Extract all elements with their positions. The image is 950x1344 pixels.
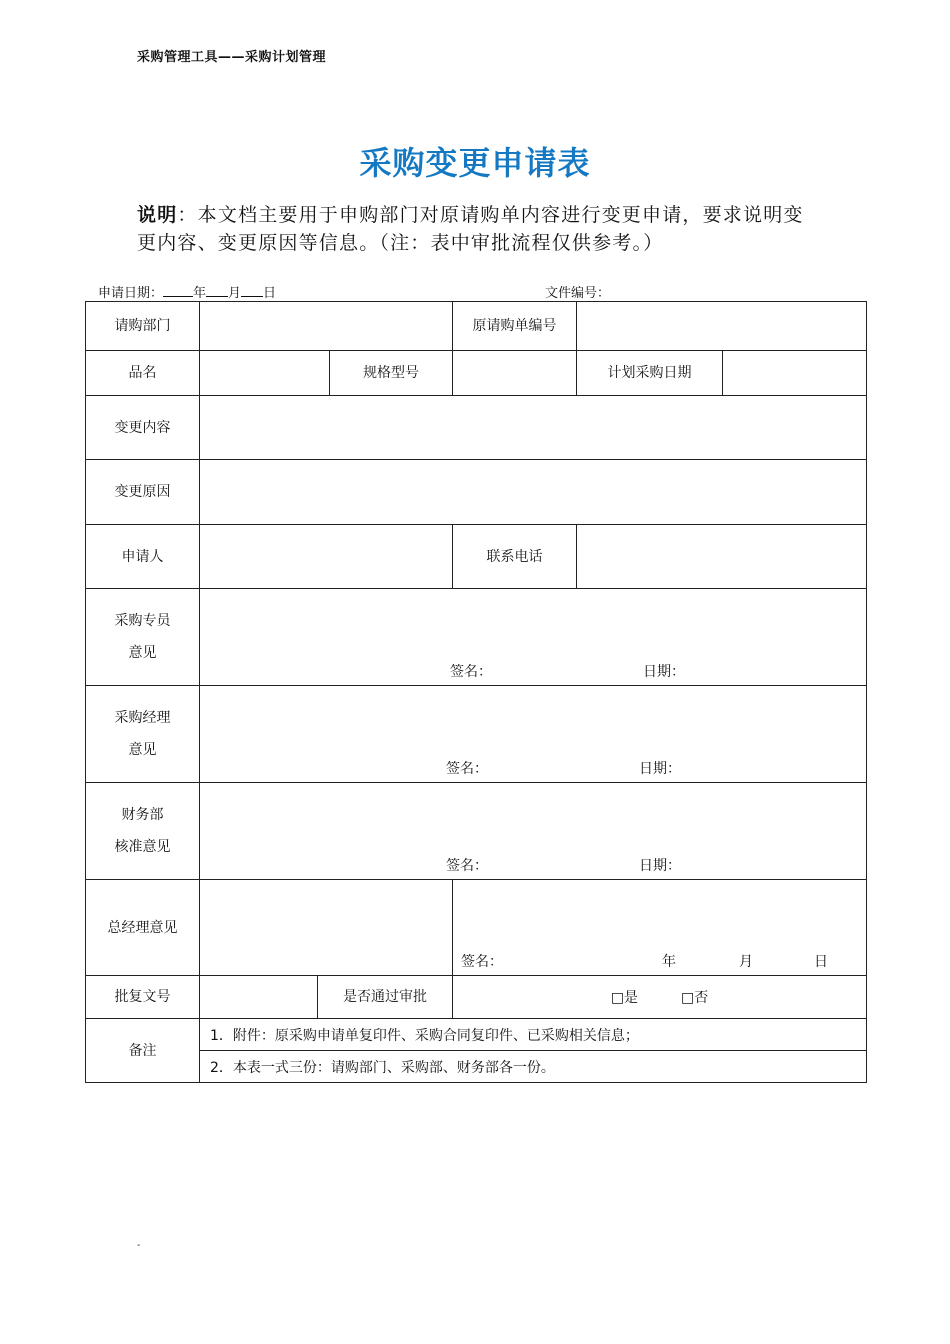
row-dept [86, 302, 867, 351]
description-text: ：本文档主要用于申购部门对原请购单内容进行变更申请，要求说明变更内容、变更原因等信息。（注：表中审批流程仅供参考。） [137, 204, 804, 254]
change-content-label: 变更内容 [86, 396, 200, 460]
row-manager [86, 686, 867, 783]
year-blank[interactable] [163, 284, 193, 297]
phone-field[interactable] [577, 525, 867, 589]
row-gm [86, 880, 867, 976]
gm-label: 总经理意见 [86, 880, 200, 976]
finance-label-line2: 核准意见 [114, 839, 171, 855]
specialist-label-line1: 采购专员 [114, 613, 171, 629]
gm-sign-label: 签名： [461, 954, 504, 970]
manager-label-line2: 意见 [128, 742, 157, 758]
document-header: 采购管理工具——采购计划管理 [137, 50, 327, 65]
gm-sign-area[interactable] [453, 880, 867, 976]
manager-opinion-field[interactable] [200, 686, 867, 783]
specialist-label-line2: 意见 [128, 645, 157, 661]
specialist-date-label: 日期： [643, 664, 685, 680]
gm-day-label: 日 [814, 954, 829, 970]
change-request-table [85, 301, 867, 1083]
month-unit: 月 [228, 286, 242, 301]
specialist-opinion-field[interactable] [200, 589, 867, 686]
remark-2: 2．本表一式三份：请购部门、采购部、财务部各一份。 [200, 1051, 867, 1083]
dept-field[interactable] [200, 302, 453, 351]
description [137, 201, 817, 257]
row-change-content [86, 396, 867, 460]
change-content-field[interactable] [200, 396, 867, 460]
applicant-field[interactable] [200, 525, 453, 589]
spec-field[interactable] [453, 351, 577, 396]
row-remark-2 [86, 1051, 867, 1083]
gm-year-label: 年 [662, 954, 677, 970]
item-field[interactable] [200, 351, 330, 396]
manager-date-label: 日期： [639, 761, 681, 777]
approved-label: 是否通过审批 [318, 976, 453, 1019]
change-reason-label: 变更原因 [86, 460, 200, 525]
apply-date [98, 282, 276, 301]
approval-options [453, 976, 867, 1019]
remarks-label: 备注 [86, 1019, 200, 1083]
orig-no-field[interactable] [577, 302, 867, 351]
doc-number [545, 282, 610, 301]
yes-checkbox[interactable]: □是 [610, 990, 639, 1006]
approval-no-label: 批复文号 [86, 976, 200, 1019]
month-blank[interactable] [206, 284, 228, 297]
remark-1: 1．附件：原采购申请单复印件、采购合同复印件、已采购相关信息； [200, 1019, 867, 1051]
gm-opinion-field[interactable] [200, 880, 453, 976]
row-applicant [86, 525, 867, 589]
day-unit: 日 [263, 286, 277, 301]
footer-mark: - [137, 1240, 141, 1251]
specialist-sign-label: 签名： [450, 664, 492, 680]
doc-number-label: 文件编号： [545, 286, 611, 301]
phone-label: 联系电话 [453, 525, 577, 589]
finance-label-line1: 财务部 [121, 807, 164, 823]
row-remark-1 [86, 1019, 867, 1051]
description-label: 说明 [137, 204, 178, 226]
item-label: 品名 [86, 351, 200, 396]
plan-date-label: 计划采购日期 [577, 351, 723, 396]
manager-label-line1: 采购经理 [114, 710, 171, 726]
row-change-reason [86, 460, 867, 525]
row-finance [86, 783, 867, 880]
finance-opinion-field[interactable] [200, 783, 867, 880]
apply-date-label: 申请日期： [98, 286, 164, 301]
form-title: 采购变更申请表 [359, 144, 591, 182]
finance-date-label: 日期： [639, 858, 681, 874]
finance-sign-label: 签名： [446, 858, 488, 874]
plan-date-field[interactable] [723, 351, 867, 396]
row-item [86, 351, 867, 396]
specialist-label [86, 589, 200, 686]
day-blank[interactable] [241, 284, 263, 297]
applicant-label: 申请人 [86, 525, 200, 589]
manager-label [86, 686, 200, 783]
row-approval [86, 976, 867, 1019]
gm-month-label: 月 [739, 954, 754, 970]
dept-label: 请购部门 [86, 302, 200, 351]
manager-sign-label: 签名： [446, 761, 488, 777]
finance-label [86, 783, 200, 880]
no-checkbox[interactable]: □否 [680, 990, 709, 1006]
orig-no-label: 原请购单编号 [453, 302, 577, 351]
change-reason-field[interactable] [200, 460, 867, 525]
approval-no-field[interactable] [200, 976, 318, 1019]
spec-label: 规格型号 [330, 351, 453, 396]
year-unit: 年 [193, 286, 207, 301]
row-specialist [86, 589, 867, 686]
